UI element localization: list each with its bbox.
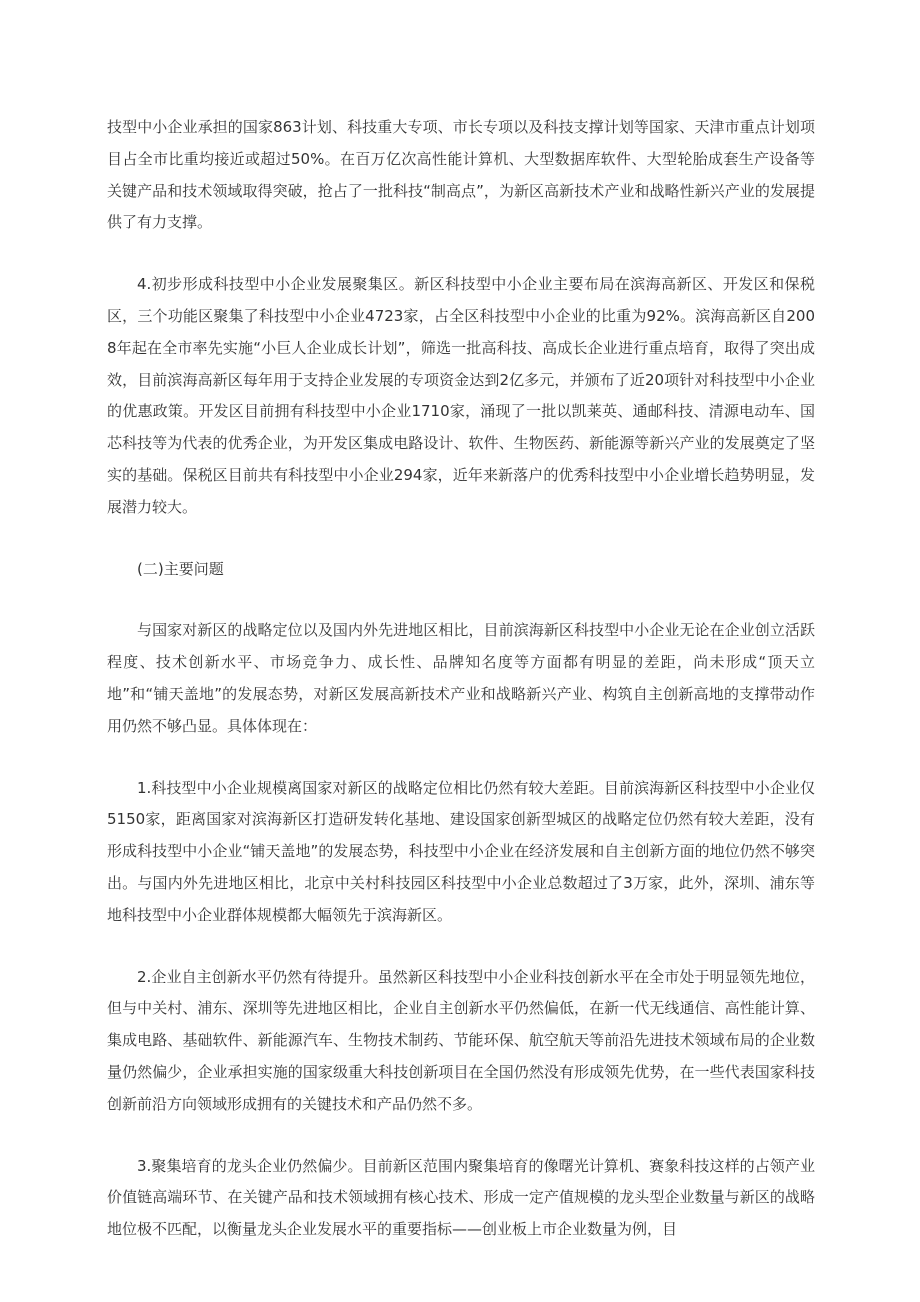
paragraph-high-tech-support: 技型中小企业承担的国家863计划、科技重大专项、市长专项以及科技支撑计划等国家、天津市重点计划项目占全市比重均接近或超过50%。在百万亿次高性能计算机、大型数据库软件、大型轮胎成套生产设备等关键产品和技术领域取得突破，抢占了一批科技“制高点”，为新区高新技术产业和战略性新兴产业的发展提供了有力支撑。 xyxy=(107,118,815,232)
paragraph-problem-overview: 与国家对新区的战略定位以及国内外先进地区相比，目前滨海新区科技型中小企业无论在企业创立活跃程度、技术创新水平、市场竞争力、成长性、品牌知名度等方面都有明显的差距，尚未形成“顶天立地”和“铺天盖地”的发展态势，对新区发展高新技术产业和战略新兴产业、构筑自主创新高地的支撑带动作用仍然不够凸显。具体体现在： xyxy=(107,621,815,735)
document-page xyxy=(107,112,815,1276)
paragraph-cluster-formation: 4.初步形成科技型中小企业发展聚集区。新区科技型中小企业主要布局在滨海高新区、开发区和保税区，三个功能区聚集了科技型中小企业4723家，占全区科技型中小企业的比重为92%。滨海高新区自2008年起在全市率先实施“小巨人企业成长计划”，筛选一批高科技、高成长企业进行重点培育，取得了突出成效，目前滨海高新区每年用于支持企业发展的专项资金达到2亿多元，并颁布了近20项针对科技型中小企业的优惠政策。开发区目前拥有科技型中小企业1710家，涌现了一批以凯莱英、通邮科技、清源电动车、国芯科技等为代表的优秀企业，为开发区集成电路设计、软件、生物医药、新能源等新兴产业的发展奠定了坚实的基础。保税区目前共有科技型中小企业294家，近年来新落户的优秀科技型中小企业增长趋势明显，发展潜力较大。 xyxy=(107,275,815,516)
paragraph-innovation-level: 2.企业自主创新水平仍然有待提升。虽然新区科技型中小企业科技创新水平在全市处于明显领先地位，但与中关村、浦东、深圳等先进地区相比，企业自主创新水平仍然偏低，在新一代无线通信、高性能计算、集成电路、基础软件、新能源汽车、生物技术制药、节能环保、航空航天等前沿先进技术领域布局的企业数量仍然偏少，企业承担实施的国家级重大科技创新项目在全国仍然没有形成领先优势，在一些代表国家科技创新前沿方向领域形成拥有的关键技术和产品仍然不多。 xyxy=(107,967,815,1113)
paragraph-scale-gap: 1.科技型中小企业规模离国家对新区的战略定位相比仍然有较大差距。目前滨海新区科技型中小企业仅5150家，距离国家对滨海新区打造研发转化基地、建设国家创新型城区的战略定位仍然有较大差距，没有形成科技型中小企业“铺天盖地”的发展态势，科技型中小企业在经济发展和自主创新方面的地位仍然不够突出。与国内外先进地区相比，北京中关村科技园区科技型中小企业总数超过了3万家，此外，深圳、浦东等地科技型中小企业群体规模都大幅领先于滨海新区。 xyxy=(107,778,815,924)
section-heading-main-problems: (二)主要问题 xyxy=(137,559,224,578)
paragraph-leading-enterprises: 3.聚集培育的龙头企业仍然偏少。目前新区范围内聚集培育的像曙光计算机、赛象科技这样的占领产业价值链高端环节、在关键产品和技术领域拥有核心技术、形成一定产值规模的龙头型企业数量与新区的战略地位极不匹配，以衡量龙头企业发展水平的重要指标——创业板上市企业数量为例，目 xyxy=(107,1156,815,1239)
